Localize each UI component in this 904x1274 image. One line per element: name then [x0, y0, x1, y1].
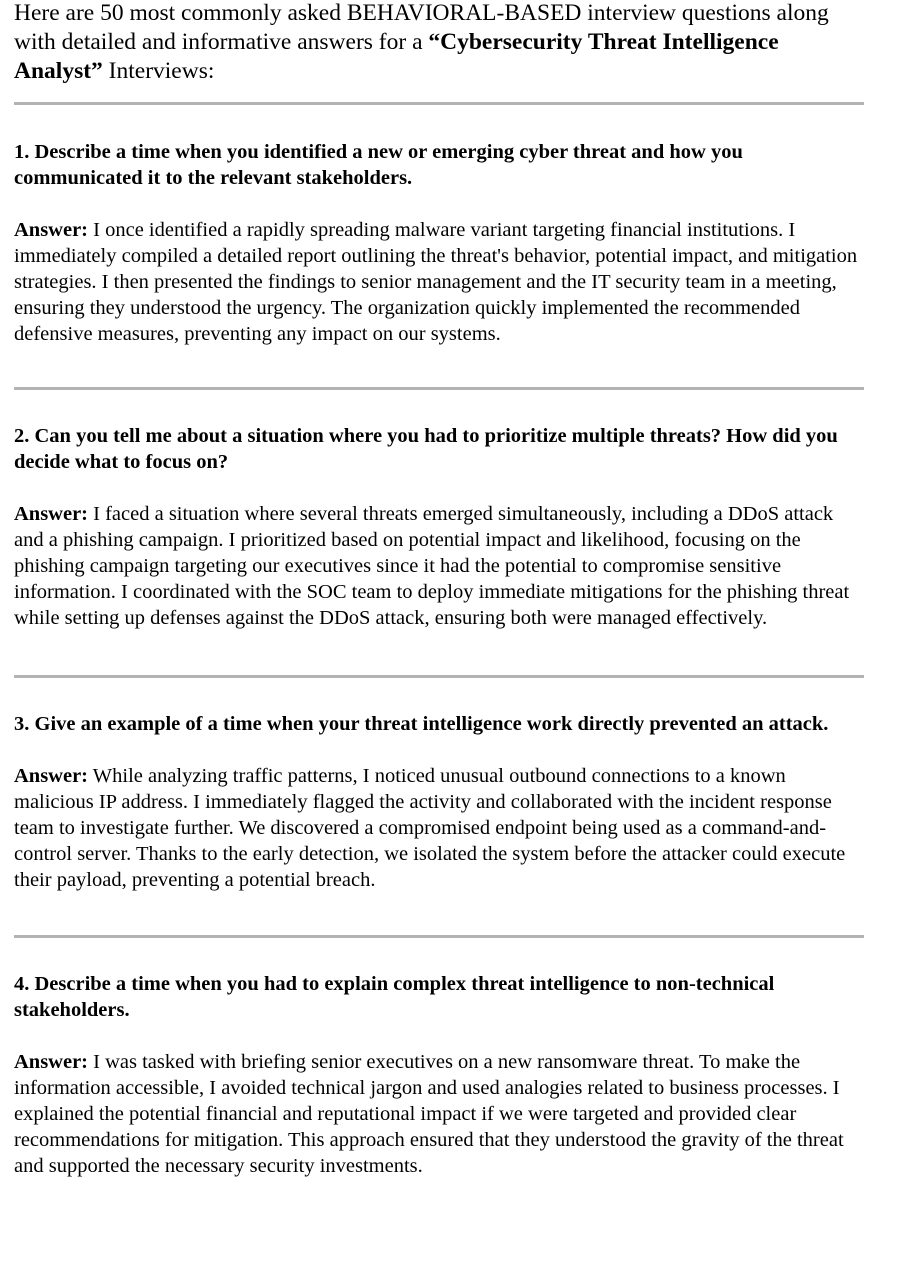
qa-item-4 [14, 971, 864, 1179]
question-4: 4. Describe a time when you had to explain complex threat intelligence to non-technical stakeholders. [14, 973, 775, 1021]
question-3: 3. Give an example of a time when your threat intelligence work directly prevented an attack. [14, 713, 829, 735]
intro-role: “Cybersecurity Threat Intelligence Analyst” [14, 29, 779, 84]
answer-text: I faced a situation where several threats emerged simultaneously, including a DDoS attack and a phishing campaign. I prioritized based on potential impact and likelihood, focusing on the phishing campaign targeting our executives since it had the potential to compromise sensitive information. I coordinated with the SOC team to deploy immediate mitigations for the phishing threat while setting up defenses against the DDoS attack, ensuring both were managed effectively. [14, 503, 850, 629]
answer-label: Answer: [14, 503, 89, 525]
divider [14, 387, 864, 390]
answer-3 [14, 763, 864, 893]
qa-item-1 [14, 139, 864, 347]
intro-suffix: Interviews: [102, 58, 215, 84]
divider [14, 935, 864, 938]
answer-2 [14, 501, 864, 631]
answer-1 [14, 217, 864, 347]
answer-label: Answer: [14, 219, 89, 241]
answer-4 [14, 1049, 864, 1179]
question-1: 1. Describe a time when you identified a new or emerging cyber threat and how you communicated it to the relevant stakeholders. [14, 141, 743, 189]
answer-label: Answer: [14, 1051, 89, 1073]
answer-text: I once identified a rapidly spreading malware variant targeting financial institutions. I immediately compiled a detailed report outlining the threat's behavior, potential impact, and mitigation strategies. I then presented the findings to senior management and the IT security team in a meeting, ensuring they understood the urgency. The organization quickly implemented the recommended defensive measures, preventing any impact on our systems. [14, 219, 858, 345]
answer-text: While analyzing traffic patterns, I noticed unusual outbound connections to a known malicious IP address. I immediately flagged the activity and collaborated with the incident response team to investigate further. We discovered a compromised endpoint being used as a command-and-control server. Thanks to the early detection, we isolated the system before the attacker could execute their payload, preventing a potential breach. [14, 765, 846, 891]
answer-label: Answer: [14, 765, 89, 787]
qa-item-3 [14, 711, 864, 893]
intro-prefix: Here are 50 most commonly asked BEHAVIORAL-BASED interview questions along with detailed and informative answers for a [14, 0, 829, 55]
qa-item-2 [14, 423, 864, 631]
divider [14, 675, 864, 678]
divider [14, 102, 864, 105]
question-2: 2. Can you tell me about a situation where you had to prioritize multiple threats? How did you decide what to focus on? [14, 425, 838, 473]
intro-paragraph [14, 0, 864, 86]
answer-text: I was tasked with briefing senior executives on a new ransomware threat. To make the information accessible, I avoided technical jargon and used analogies related to business processes. I explained the potential financial and reputational impact if we were targeted and provided clear recommendations for mitigation. This approach ensured that they understood the gravity of the threat and supported the necessary security investments. [14, 1051, 844, 1177]
